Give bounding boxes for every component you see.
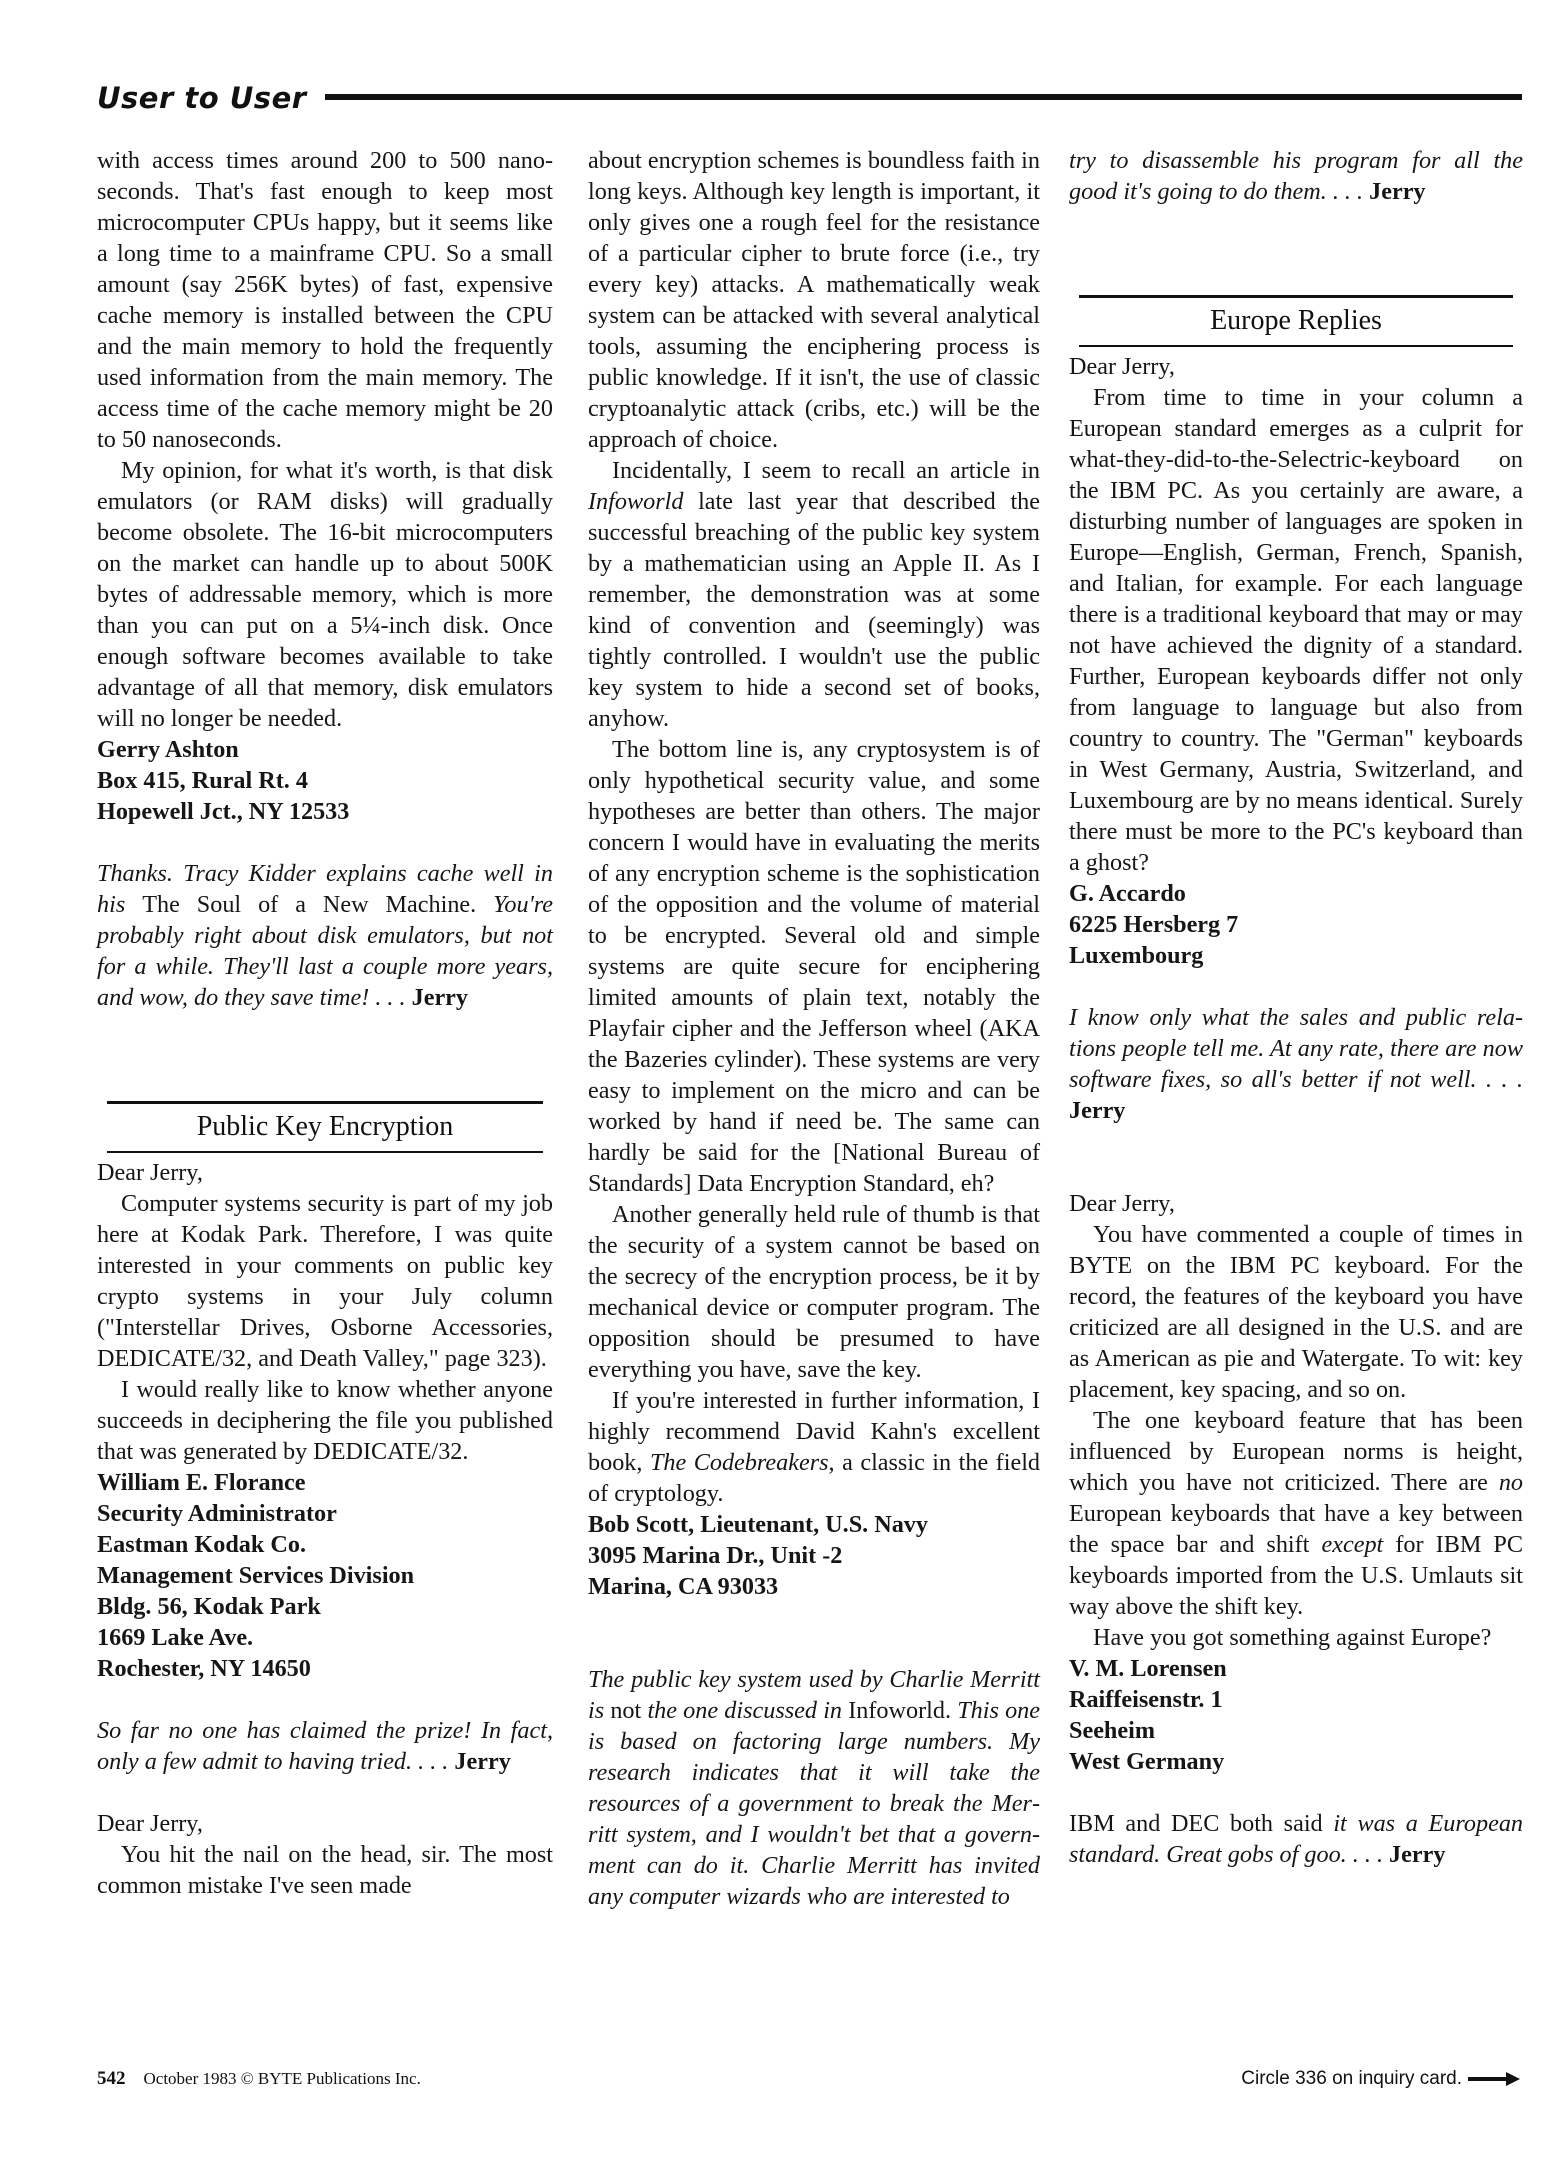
issue-line: October 1983 © BYTE Publications Inc.	[143, 2069, 421, 2088]
signature-block	[588, 1509, 1040, 1602]
signature-line: Bldg. 56, Kodak Park	[97, 1592, 321, 1620]
inquiry-text: Circle 336 on inquiry card.	[1241, 2068, 1462, 2089]
column-2	[588, 145, 1040, 1912]
editor-reply: The public key system used by Charlie Merritt is not the one discussed in Infoworld. This one is based on factoring large numbers. My research indicates that it will take the resources of a government to break the Merritt system, and I wouldn't bet that a government can do it. Charlie Merritt has invited any computer wizards who are interested to	[588, 1666, 1040, 1910]
page-number: 542	[97, 2068, 126, 2089]
paragraph: Another generally held rule of thumb is that the security of a system cannot be based on the secrecy of the encryption process, be it by mechanical device or computer program. The opposition should be presumed to have everything you have, save the key.	[588, 1201, 1040, 1383]
heading-rule	[107, 1151, 543, 1153]
arrow-right-icon	[1468, 2072, 1520, 2086]
paragraph: I would really like to know whether anyone succeeds in deciphering the file you published that was generated by DEDICATE/32.	[97, 1375, 553, 1465]
signature-line: Luxembourg	[1069, 941, 1204, 969]
signature-line: Eastman Kodak Co.	[97, 1530, 306, 1558]
page-header	[97, 80, 1522, 116]
column-1	[97, 145, 553, 1901]
editor-reply: Thanks. Tracy Kidder explains cache well in his The Soul of a New Machine. You're probably right about disk emulators, but not for a while. They'll last a couple more years, and wow, do they save time! . . . Jerry	[97, 860, 554, 1011]
signature-line: V. M. Lorensen	[1069, 1654, 1227, 1682]
signature-line: Raiffeisenstr. 1	[1069, 1685, 1223, 1713]
paragraph: If you're interested in further information, I highly recommend David Kahn's excellent book, The Codebreakers, a classic in the field of cryptology.	[588, 1387, 1041, 1507]
heading-rule	[1079, 345, 1513, 347]
editor-reply: try to disassemble his program for all the good it's going to do them. . . . Jerry	[1069, 147, 1523, 205]
paragraph: My opinion, for what it's worth, is that disk emulators (or RAM disks) will gradually become obsolete. The 16-bit microcomputers on the market can handle up to about 500K bytes of addressable memory, which is more than you can put on a 5¼-inch disk. Once enough software becomes available to take advantage of all that memory, disk emulators will no longer be needed.	[97, 457, 553, 732]
signature-block	[97, 1467, 553, 1684]
signature-line: Rochester, NY 14650	[97, 1654, 311, 1682]
paragraph: Have you got something against Europe?	[1093, 1623, 1492, 1651]
paragraph: about encryption schemes is boundless faith in long keys. Although key length is important, it only gives one a rough feel for the resistance of a particular cipher to brute force (i.e., try every key) attacks. A mathematically weak system can be attacked with several analytical tools, assuming the enciphering process is public knowledge. If it isn't, the use of classic cryptoanalytic attack (cribs, etc.) will be the approach of choice.	[588, 147, 1040, 453]
signature-block	[1069, 878, 1523, 971]
signature-line: Gerry Ashton	[97, 736, 239, 763]
salutation: Dear Jerry,	[97, 1809, 203, 1837]
column-3	[1069, 145, 1523, 1870]
paragraph: The one keyboard feature that has been influenced by European norms is height, which you have not criticized. There are no European keyboards that have a key between the space bar and shift except for IBM PC keyboards imported from the U.S. Umlauts sit way above the shift key.	[1069, 1406, 1523, 1620]
signature-line: 3095 Marina Dr., Unit -2	[588, 1542, 843, 1569]
editor-reply: So far no one has claimed the prize! In fact, only a few admit to having tried. . . . Jerry	[97, 1716, 553, 1775]
editor-reply: IBM and DEC both said it was a European standard. Great gobs of goo. . . . Jerry	[1069, 1809, 1524, 1868]
signature-line: Hopewell Jct., NY 12533	[97, 798, 350, 825]
signature-block	[97, 734, 553, 827]
signature-block	[1069, 1653, 1523, 1777]
paragraph: with access times around 200 to 500 nanoseconds. That's fast enough to keep most microcomputer CPUs happy, but it seems like a long time to a mainframe CPU. So a small amount (say 256K bytes) of fast, expensive cache memory is installed between the CPU and the main memory to hold the frequently used information from the main memory. The access time of the cache memory might be 20 to 50 nanoseconds.	[97, 147, 553, 453]
signature-line: Marina, CA 93033	[588, 1573, 779, 1600]
salutation: Dear Jerry,	[1069, 1189, 1175, 1217]
heading-title: Public Key Encryption	[196, 1111, 454, 1142]
paragraph: The bottom line is, any cryptosystem is of only hypothetical security value, and some hypotheses are better than others. The major concern I would have in evaluating the merits of any encryption scheme is the sophistication of the opposition and the volume of material to be encrypted. Several old and simple systems are quite secure for enciphering limited amounts of plain text, notably the Playfair cipher and the Jefferson wheel (AKA the Bazeries cylinder). These systems are very easy to implement on the micro and can be worked by hand if need be. The same can hardly be said for the [National Bureau of Standards] Data Encryption Standard, eh?	[588, 736, 1040, 1197]
signature-line: 1669 Lake Ave.	[97, 1623, 254, 1651]
signature-line: Seeheim	[1069, 1716, 1155, 1744]
letter-section-heading	[97, 1101, 553, 1153]
paragraph: Incidentally, I seem to recall an article in Infoworld late last year that described the successful breaching of the public key system by a mathematician using an Apple II. As I remember, the demonstration was at some kind of convention and (seemingly) was tightly controlled. I wouldn't use the public key system to hide a second set of books, anyhow.	[588, 457, 1040, 732]
signature-line: Bob Scott, Lieutenant, U.S. Navy	[588, 1511, 928, 1538]
signature-line: William E. Florance	[97, 1468, 306, 1496]
letter-section-heading	[1069, 295, 1523, 347]
signature-line: West Germany	[1069, 1747, 1225, 1775]
heading-title: Europe Replies	[1210, 305, 1382, 336]
editor-reply: I know only what the sales and public relations people tell me. At any rate, there are now software fixes, so all's better if not well. . . . Jerry	[1069, 1003, 1523, 1124]
signature-line: G. Accardo	[1069, 879, 1186, 907]
page-footer	[97, 2068, 421, 2090]
salutation: Dear Jerry,	[1069, 352, 1175, 380]
inquiry-card-note	[1241, 2068, 1520, 2090]
signature-line: Box 415, Rural Rt. 4	[97, 767, 308, 794]
signature-line: Security Administrator	[97, 1499, 337, 1527]
signature-line: Management Services Division	[97, 1561, 415, 1589]
paragraph: From time to time in your column a European standard emerges as a culprit for what-they-did-to-the-Selectric-keyboard on the IBM PC. As you certainly are aware, a disturbing number of languages are spoken in Europe—English, German, French, Spanish, and Italian, for example. For each language there is a traditional keyboard that may or may not have achieved the dignity of a standard. Further, European keyboards differ not only from language to language but also from country to country. The "German" keyboards in West Germany, Austria, Switzerland, and Luxembourg are by no means identical. Surely there must be more to the PC's keyboard than a ghost?	[1069, 383, 1523, 876]
signature-line: 6225 Hersberg 7	[1069, 910, 1239, 938]
paragraph: You hit the nail on the head, sir. The most common mistake I've seen made	[97, 1840, 553, 1899]
paragraph: You have commented a couple of times in BYTE on the IBM PC keyboard. For the record, the features of the keyboard you have criticized are all designed in the U.S. and are as American as pie and Watergate. To wit: key placement, key spacing, and so on.	[1069, 1220, 1523, 1403]
salutation: Dear Jerry,	[97, 1158, 203, 1186]
paragraph: Computer systems security is part of my job here at Kodak Park. Therefore, I was quite interested in your comments on public key crypto systems in your July column ("Interstellar Drives, Osborne Accessories, DEDICATE/32, and Death Valley," page 323).	[97, 1189, 553, 1372]
header-rule	[325, 94, 1522, 100]
section-title: User to User	[97, 81, 307, 115]
